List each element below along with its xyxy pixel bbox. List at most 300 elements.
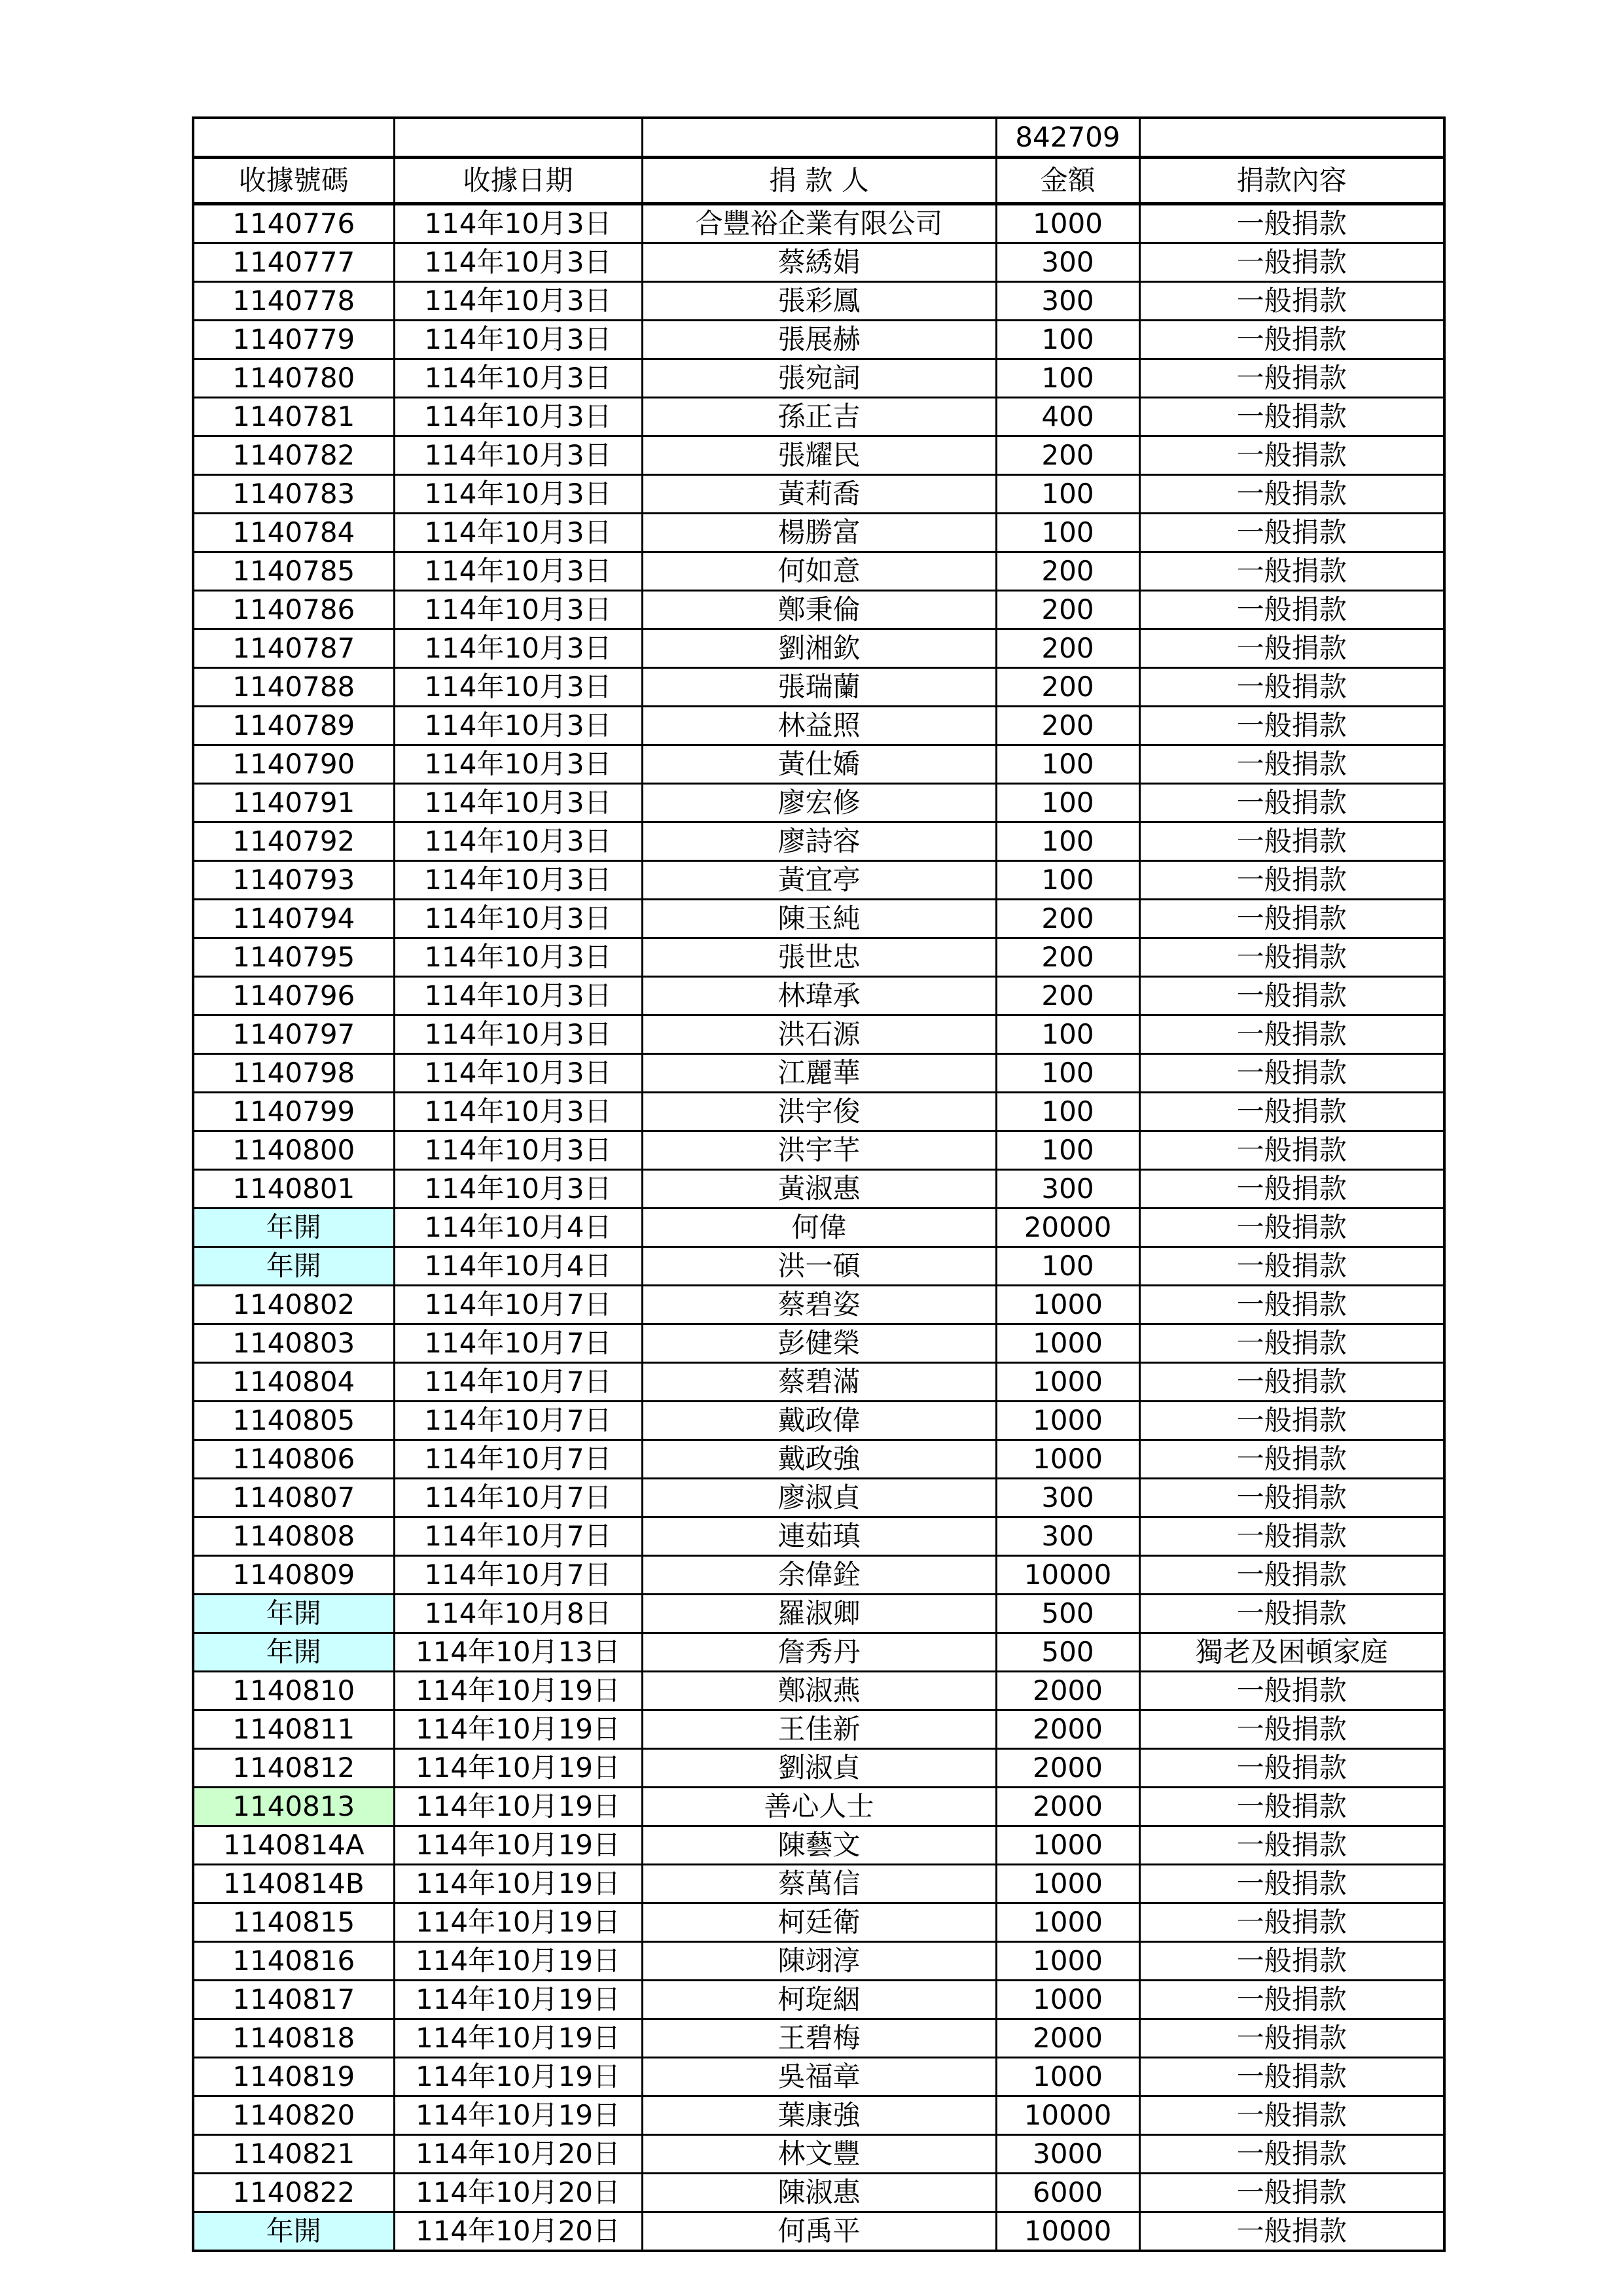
donation-type-cell: 一般捐款 [1139,1981,1444,2019]
donor-cell: 黃莉喬 [642,475,996,514]
amount-cell: 1000 [996,2058,1139,2096]
receipt-date-cell: 114年10月3日 [394,1131,642,1170]
receipt-date-cell: 114年10月3日 [394,282,642,321]
amount-cell: 10000 [996,1556,1139,1595]
donation-type-cell: 一般捐款 [1139,1865,1444,1903]
table-row [193,1672,1444,1710]
receipt-no-cell: 1140779 [193,321,394,359]
receipt-date-cell: 114年10月7日 [394,1402,642,1440]
donation-type-cell: 一般捐款 [1139,2135,1444,2174]
table-row [193,900,1444,938]
donation-type-cell: 一般捐款 [1139,1093,1444,1131]
summary-empty-cell [642,118,996,158]
donor-cell: 江麗華 [642,1054,996,1093]
donation-type-cell: 一般捐款 [1139,1556,1444,1595]
receipt-no-cell: 1140814B [193,1865,394,1903]
receipt-no-cell: 1140822 [193,2174,394,2212]
donation-type-cell: 一般捐款 [1139,2174,1444,2212]
donation-type-cell: 一般捐款 [1139,475,1444,514]
receipt-no-cell: 1140783 [193,475,394,514]
amount-cell: 1000 [996,1286,1139,1324]
table-row [193,629,1444,668]
donation-type-cell: 一般捐款 [1139,707,1444,745]
donation-type-cell: 一般捐款 [1139,668,1444,707]
table-row [193,1981,1444,2019]
donation-type-cell: 一般捐款 [1139,938,1444,977]
donation-type-cell: 獨老及困頓家庭 [1139,1633,1444,1672]
donor-cell: 蔡碧滿 [642,1363,996,1402]
donor-cell: 蔡碧姿 [642,1286,996,1324]
receipt-date-cell: 114年10月19日 [394,1749,642,1788]
donor-cell: 王碧梅 [642,2019,996,2058]
table-row [193,784,1444,822]
donor-cell: 柯廷衛 [642,1903,996,1942]
amount-cell: 1000 [996,1826,1139,1865]
receipt-no-cell: 年開 [193,2212,394,2252]
table-row [193,1093,1444,1131]
donor-cell: 余偉銓 [642,1556,996,1595]
donation-type-cell: 一般捐款 [1139,1324,1444,1363]
table-row [193,1440,1444,1479]
donation-type-cell: 一般捐款 [1139,514,1444,552]
receipt-no-cell: 1140804 [193,1363,394,1402]
receipt-no-cell: 1140809 [193,1556,394,1595]
receipt-no-cell: 1140786 [193,591,394,629]
amount-cell: 3000 [996,2135,1139,2174]
donor-cell: 戴政偉 [642,1402,996,1440]
receipt-date-cell: 114年10月20日 [394,2135,642,2174]
amount-cell: 100 [996,861,1139,900]
amount-cell: 200 [996,900,1139,938]
receipt-date-cell: 114年10月3日 [394,436,642,475]
donor-cell: 鄭秉倫 [642,591,996,629]
donor-cell: 廖詩容 [642,822,996,861]
donor-cell: 劉淑貞 [642,1749,996,1788]
table-row [193,2058,1444,2096]
receipt-no-cell: 1140802 [193,1286,394,1324]
amount-cell: 300 [996,1517,1139,1556]
amount-cell: 100 [996,1054,1139,1093]
amount-cell: 200 [996,591,1139,629]
donor-cell: 何禹平 [642,2212,996,2252]
donor-cell: 連茹瑱 [642,1517,996,1556]
amount-cell: 200 [996,552,1139,591]
donor-cell: 戴政強 [642,1440,996,1479]
donor-cell: 黃仕嬌 [642,745,996,784]
amount-cell: 2000 [996,1749,1139,1788]
header-receipt-date: 收據日期 [394,158,642,204]
header-donation-type: 捐款內容 [1139,158,1444,204]
donor-cell: 廖宏修 [642,784,996,822]
receipt-no-cell: 1140776 [193,204,394,243]
receipt-date-cell: 114年10月4日 [394,1209,642,1247]
table-row [193,861,1444,900]
donor-cell: 黃宜亭 [642,861,996,900]
receipt-no-cell: 1140793 [193,861,394,900]
receipt-date-cell: 114年10月19日 [394,1981,642,2019]
table-row [193,1942,1444,1981]
table-row [193,1363,1444,1402]
table-row [193,2096,1444,2135]
receipt-date-cell: 114年10月19日 [394,2096,642,2135]
donation-type-cell: 一般捐款 [1139,784,1444,822]
donation-type-cell: 一般捐款 [1139,1710,1444,1749]
receipt-date-cell: 114年10月19日 [394,1788,642,1826]
receipt-no-cell: 1140803 [193,1324,394,1363]
donation-type-cell: 一般捐款 [1139,1788,1444,1826]
amount-cell: 1000 [996,1363,1139,1402]
table-row [193,552,1444,591]
receipt-date-cell: 114年10月19日 [394,1826,642,1865]
receipt-no-cell: 1140792 [193,822,394,861]
amount-cell: 1000 [996,204,1139,243]
amount-cell: 2000 [996,1672,1139,1710]
donor-cell: 林益照 [642,707,996,745]
donor-cell: 詹秀丹 [642,1633,996,1672]
donation-type-cell: 一般捐款 [1139,2212,1444,2252]
table-row [193,1749,1444,1788]
receipt-date-cell: 114年10月8日 [394,1595,642,1633]
donor-cell: 善心人士 [642,1788,996,1826]
receipt-no-cell: 1140795 [193,938,394,977]
donation-type-cell: 一般捐款 [1139,1016,1444,1054]
amount-cell: 200 [996,436,1139,475]
receipt-date-cell: 114年10月7日 [394,1517,642,1556]
receipt-no-cell: 1140813 [193,1788,394,1826]
table-row [193,591,1444,629]
donation-type-cell: 一般捐款 [1139,1209,1444,1247]
donation-type-cell: 一般捐款 [1139,822,1444,861]
amount-cell: 300 [996,282,1139,321]
receipt-no-cell: 1140781 [193,398,394,436]
receipt-date-cell: 114年10月19日 [394,2019,642,2058]
amount-cell: 1000 [996,1903,1139,1942]
receipt-no-cell: 1140790 [193,745,394,784]
donation-type-cell: 一般捐款 [1139,1170,1444,1209]
receipt-date-cell: 114年10月3日 [394,475,642,514]
amount-cell: 20000 [996,1209,1139,1247]
receipt-no-cell: 1140780 [193,359,394,398]
receipt-date-cell: 114年10月7日 [394,1479,642,1517]
donation-type-cell: 一般捐款 [1139,591,1444,629]
donor-cell: 孫正吉 [642,398,996,436]
receipt-no-cell: 1140800 [193,1131,394,1170]
amount-cell: 1000 [996,1440,1139,1479]
amount-cell: 500 [996,1595,1139,1633]
table-row [193,1479,1444,1517]
table-row [193,1054,1444,1093]
donation-type-cell: 一般捐款 [1139,1903,1444,1942]
donation-type-cell: 一般捐款 [1139,1363,1444,1402]
amount-cell: 400 [996,398,1139,436]
receipt-date-cell: 114年10月3日 [394,861,642,900]
header-row [193,158,1444,204]
donation-type-cell: 一般捐款 [1139,1942,1444,1981]
donor-cell: 王佳新 [642,1710,996,1749]
receipt-no-cell: 1140818 [193,2019,394,2058]
amount-cell: 100 [996,514,1139,552]
table-row [193,938,1444,977]
table-row [193,282,1444,321]
receipt-no-cell: 1140798 [193,1054,394,1093]
receipt-no-cell: 1140794 [193,900,394,938]
amount-cell: 2000 [996,2019,1139,2058]
header-amount: 金額 [996,158,1139,204]
receipt-no-cell: 1140811 [193,1710,394,1749]
receipt-no-cell: 年開 [193,1595,394,1633]
receipt-date-cell: 114年10月3日 [394,1054,642,1093]
amount-cell: 200 [996,629,1139,668]
receipt-date-cell: 114年10月20日 [394,2212,642,2252]
donor-cell: 合豐裕企業有限公司 [642,204,996,243]
donation-type-cell: 一般捐款 [1139,321,1444,359]
table-row [193,1826,1444,1865]
donor-cell: 楊勝富 [642,514,996,552]
table-row [193,1324,1444,1363]
table-row [193,514,1444,552]
receipt-no-cell: 1140796 [193,977,394,1016]
receipt-date-cell: 114年10月3日 [394,398,642,436]
receipt-no-cell: 1140801 [193,1170,394,1209]
donor-cell: 張展赫 [642,321,996,359]
receipt-date-cell: 114年10月3日 [394,243,642,282]
table-row [193,2135,1444,2174]
donation-type-cell: 一般捐款 [1139,1595,1444,1633]
amount-cell: 1000 [996,1402,1139,1440]
table-row [193,2019,1444,2058]
donor-cell: 羅淑卿 [642,1595,996,1633]
receipt-date-cell: 114年10月3日 [394,900,642,938]
summary-empty-cell [394,118,642,158]
donor-cell: 陳藝文 [642,1826,996,1865]
receipt-no-cell: 1140778 [193,282,394,321]
table-row [193,822,1444,861]
amount-cell: 100 [996,1247,1139,1286]
donation-type-cell: 一般捐款 [1139,900,1444,938]
amount-cell: 1000 [996,1981,1139,2019]
amount-cell: 10000 [996,2212,1139,2252]
donation-type-cell: 一般捐款 [1139,204,1444,243]
donation-type-cell: 一般捐款 [1139,977,1444,1016]
amount-cell: 200 [996,977,1139,1016]
table-row [193,1286,1444,1324]
donor-cell: 洪宇芊 [642,1131,996,1170]
donation-type-cell: 一般捐款 [1139,1826,1444,1865]
donor-cell: 劉湘欽 [642,629,996,668]
receipt-date-cell: 114年10月3日 [394,938,642,977]
table-row [193,2212,1444,2252]
donation-type-cell: 一般捐款 [1139,1749,1444,1788]
summary-empty-cell [1139,118,1444,158]
receipt-no-cell: 1140815 [193,1903,394,1942]
donation-type-cell: 一般捐款 [1139,282,1444,321]
amount-cell: 200 [996,707,1139,745]
donor-cell: 彭健榮 [642,1324,996,1363]
amount-cell: 300 [996,1170,1139,1209]
donation-type-cell: 一般捐款 [1139,2058,1444,2096]
header-receipt-no: 收據號碼 [193,158,394,204]
receipt-no-cell: 1140819 [193,2058,394,2096]
receipt-date-cell: 114年10月3日 [394,668,642,707]
table-row [193,1209,1444,1247]
amount-cell: 300 [996,243,1139,282]
receipt-date-cell: 114年10月19日 [394,1942,642,1981]
receipt-date-cell: 114年10月3日 [394,204,642,243]
receipt-no-cell: 年開 [193,1209,394,1247]
amount-cell: 10000 [996,2096,1139,2135]
amount-cell: 1000 [996,1324,1139,1363]
receipt-date-cell: 114年10月7日 [394,1440,642,1479]
receipt-no-cell: 1140808 [193,1517,394,1556]
receipt-no-cell: 1140782 [193,436,394,475]
amount-cell: 100 [996,1131,1139,1170]
donation-type-cell: 一般捐款 [1139,2096,1444,2135]
table-row [193,668,1444,707]
donor-cell: 吳福章 [642,2058,996,2096]
receipt-date-cell: 114年10月19日 [394,2058,642,2096]
amount-cell: 100 [996,321,1139,359]
amount-cell: 100 [996,1016,1139,1054]
receipt-no-cell: 1140777 [193,243,394,282]
receipt-date-cell: 114年10月3日 [394,359,642,398]
donation-type-cell: 一般捐款 [1139,861,1444,900]
donor-cell: 柯琁絪 [642,1981,996,2019]
donation-type-cell: 一般捐款 [1139,552,1444,591]
amount-cell: 2000 [996,1710,1139,1749]
receipt-no-cell: 1140821 [193,2135,394,2174]
receipt-date-cell: 114年10月7日 [394,1556,642,1595]
donation-type-cell: 一般捐款 [1139,2019,1444,2058]
receipt-no-cell: 1140820 [193,2096,394,2135]
receipt-date-cell: 114年10月3日 [394,591,642,629]
receipt-no-cell: 1140814A [193,1826,394,1865]
table-row [193,1903,1444,1942]
donation-type-cell: 一般捐款 [1139,1517,1444,1556]
table-row [193,1556,1444,1595]
donor-cell: 林文豐 [642,2135,996,2174]
table-row [193,1865,1444,1903]
receipt-no-cell: 1140799 [193,1093,394,1131]
receipt-date-cell: 114年10月3日 [394,552,642,591]
donor-cell: 何如意 [642,552,996,591]
receipt-date-cell: 114年10月3日 [394,977,642,1016]
table-row [193,436,1444,475]
receipt-date-cell: 114年10月4日 [394,1247,642,1286]
table-row [193,1131,1444,1170]
receipt-no-cell: 1140817 [193,1981,394,2019]
table-row [193,359,1444,398]
receipt-no-cell: 1140816 [193,1942,394,1981]
donor-cell: 張瑞蘭 [642,668,996,707]
table-row [193,1633,1444,1672]
receipt-no-cell: 1140791 [193,784,394,822]
donor-cell: 張世忠 [642,938,996,977]
table-row [193,475,1444,514]
donor-cell: 廖淑貞 [642,1479,996,1517]
receipt-no-cell: 1140787 [193,629,394,668]
donation-type-cell: 一般捐款 [1139,243,1444,282]
table-row [193,977,1444,1016]
receipt-date-cell: 114年10月3日 [394,1016,642,1054]
donor-cell: 張彩鳳 [642,282,996,321]
amount-cell: 300 [996,1479,1139,1517]
donor-cell: 蔡綉娟 [642,243,996,282]
receipt-no-cell: 1140812 [193,1749,394,1788]
donation-type-cell: 一般捐款 [1139,1131,1444,1170]
receipt-date-cell: 114年10月3日 [394,784,642,822]
table-row [193,1517,1444,1556]
receipt-no-cell: 1140807 [193,1479,394,1517]
receipt-no-cell: 1140797 [193,1016,394,1054]
receipt-no-cell: 1140806 [193,1440,394,1479]
amount-cell: 100 [996,359,1139,398]
amount-cell: 100 [996,475,1139,514]
donation-type-cell: 一般捐款 [1139,1247,1444,1286]
amount-cell: 100 [996,822,1139,861]
donor-cell: 洪一碩 [642,1247,996,1286]
donation-type-cell: 一般捐款 [1139,1672,1444,1710]
table-row [193,2174,1444,2212]
donor-cell: 林瑋承 [642,977,996,1016]
receipt-date-cell: 114年10月3日 [394,321,642,359]
receipt-date-cell: 114年10月20日 [394,2174,642,2212]
donor-cell: 陳翊淳 [642,1942,996,1981]
receipt-date-cell: 114年10月19日 [394,1865,642,1903]
donation-type-cell: 一般捐款 [1139,1054,1444,1093]
table-row [193,1016,1444,1054]
amount-cell: 200 [996,668,1139,707]
table-row [193,1170,1444,1209]
receipt-date-cell: 114年10月3日 [394,629,642,668]
donor-cell: 黃淑惠 [642,1170,996,1209]
donor-cell: 張耀民 [642,436,996,475]
donation-type-cell: 一般捐款 [1139,745,1444,784]
receipt-no-cell: 年開 [193,1247,394,1286]
table-row [193,1402,1444,1440]
donor-cell: 洪石源 [642,1016,996,1054]
amount-cell: 2000 [996,1788,1139,1826]
receipt-date-cell: 114年10月3日 [394,514,642,552]
amount-cell: 500 [996,1633,1139,1672]
receipt-date-cell: 114年10月7日 [394,1286,642,1324]
table-row [193,1788,1444,1826]
receipt-date-cell: 114年10月7日 [394,1324,642,1363]
donor-cell: 蔡萬信 [642,1865,996,1903]
donor-cell: 何偉 [642,1209,996,1247]
receipt-no-cell: 1140805 [193,1402,394,1440]
receipt-no-cell: 年開 [193,1633,394,1672]
amount-cell: 100 [996,784,1139,822]
receipt-no-cell: 1140784 [193,514,394,552]
receipt-no-cell: 1140788 [193,668,394,707]
table-row [193,243,1444,282]
table-row [193,398,1444,436]
donation-type-cell: 一般捐款 [1139,1286,1444,1324]
receipt-no-cell: 1140789 [193,707,394,745]
donor-cell: 陳玉純 [642,900,996,938]
donation-type-cell: 一般捐款 [1139,1402,1444,1440]
receipt-date-cell: 114年10月13日 [394,1633,642,1672]
table-row [193,745,1444,784]
donation-type-cell: 一般捐款 [1139,436,1444,475]
donation-table [192,116,1446,2252]
table-row [193,1247,1444,1286]
amount-cell: 1000 [996,1942,1139,1981]
donation-type-cell: 一般捐款 [1139,1440,1444,1479]
summary-row [193,118,1444,158]
table-row [193,707,1444,745]
receipt-date-cell: 114年10月19日 [394,1672,642,1710]
